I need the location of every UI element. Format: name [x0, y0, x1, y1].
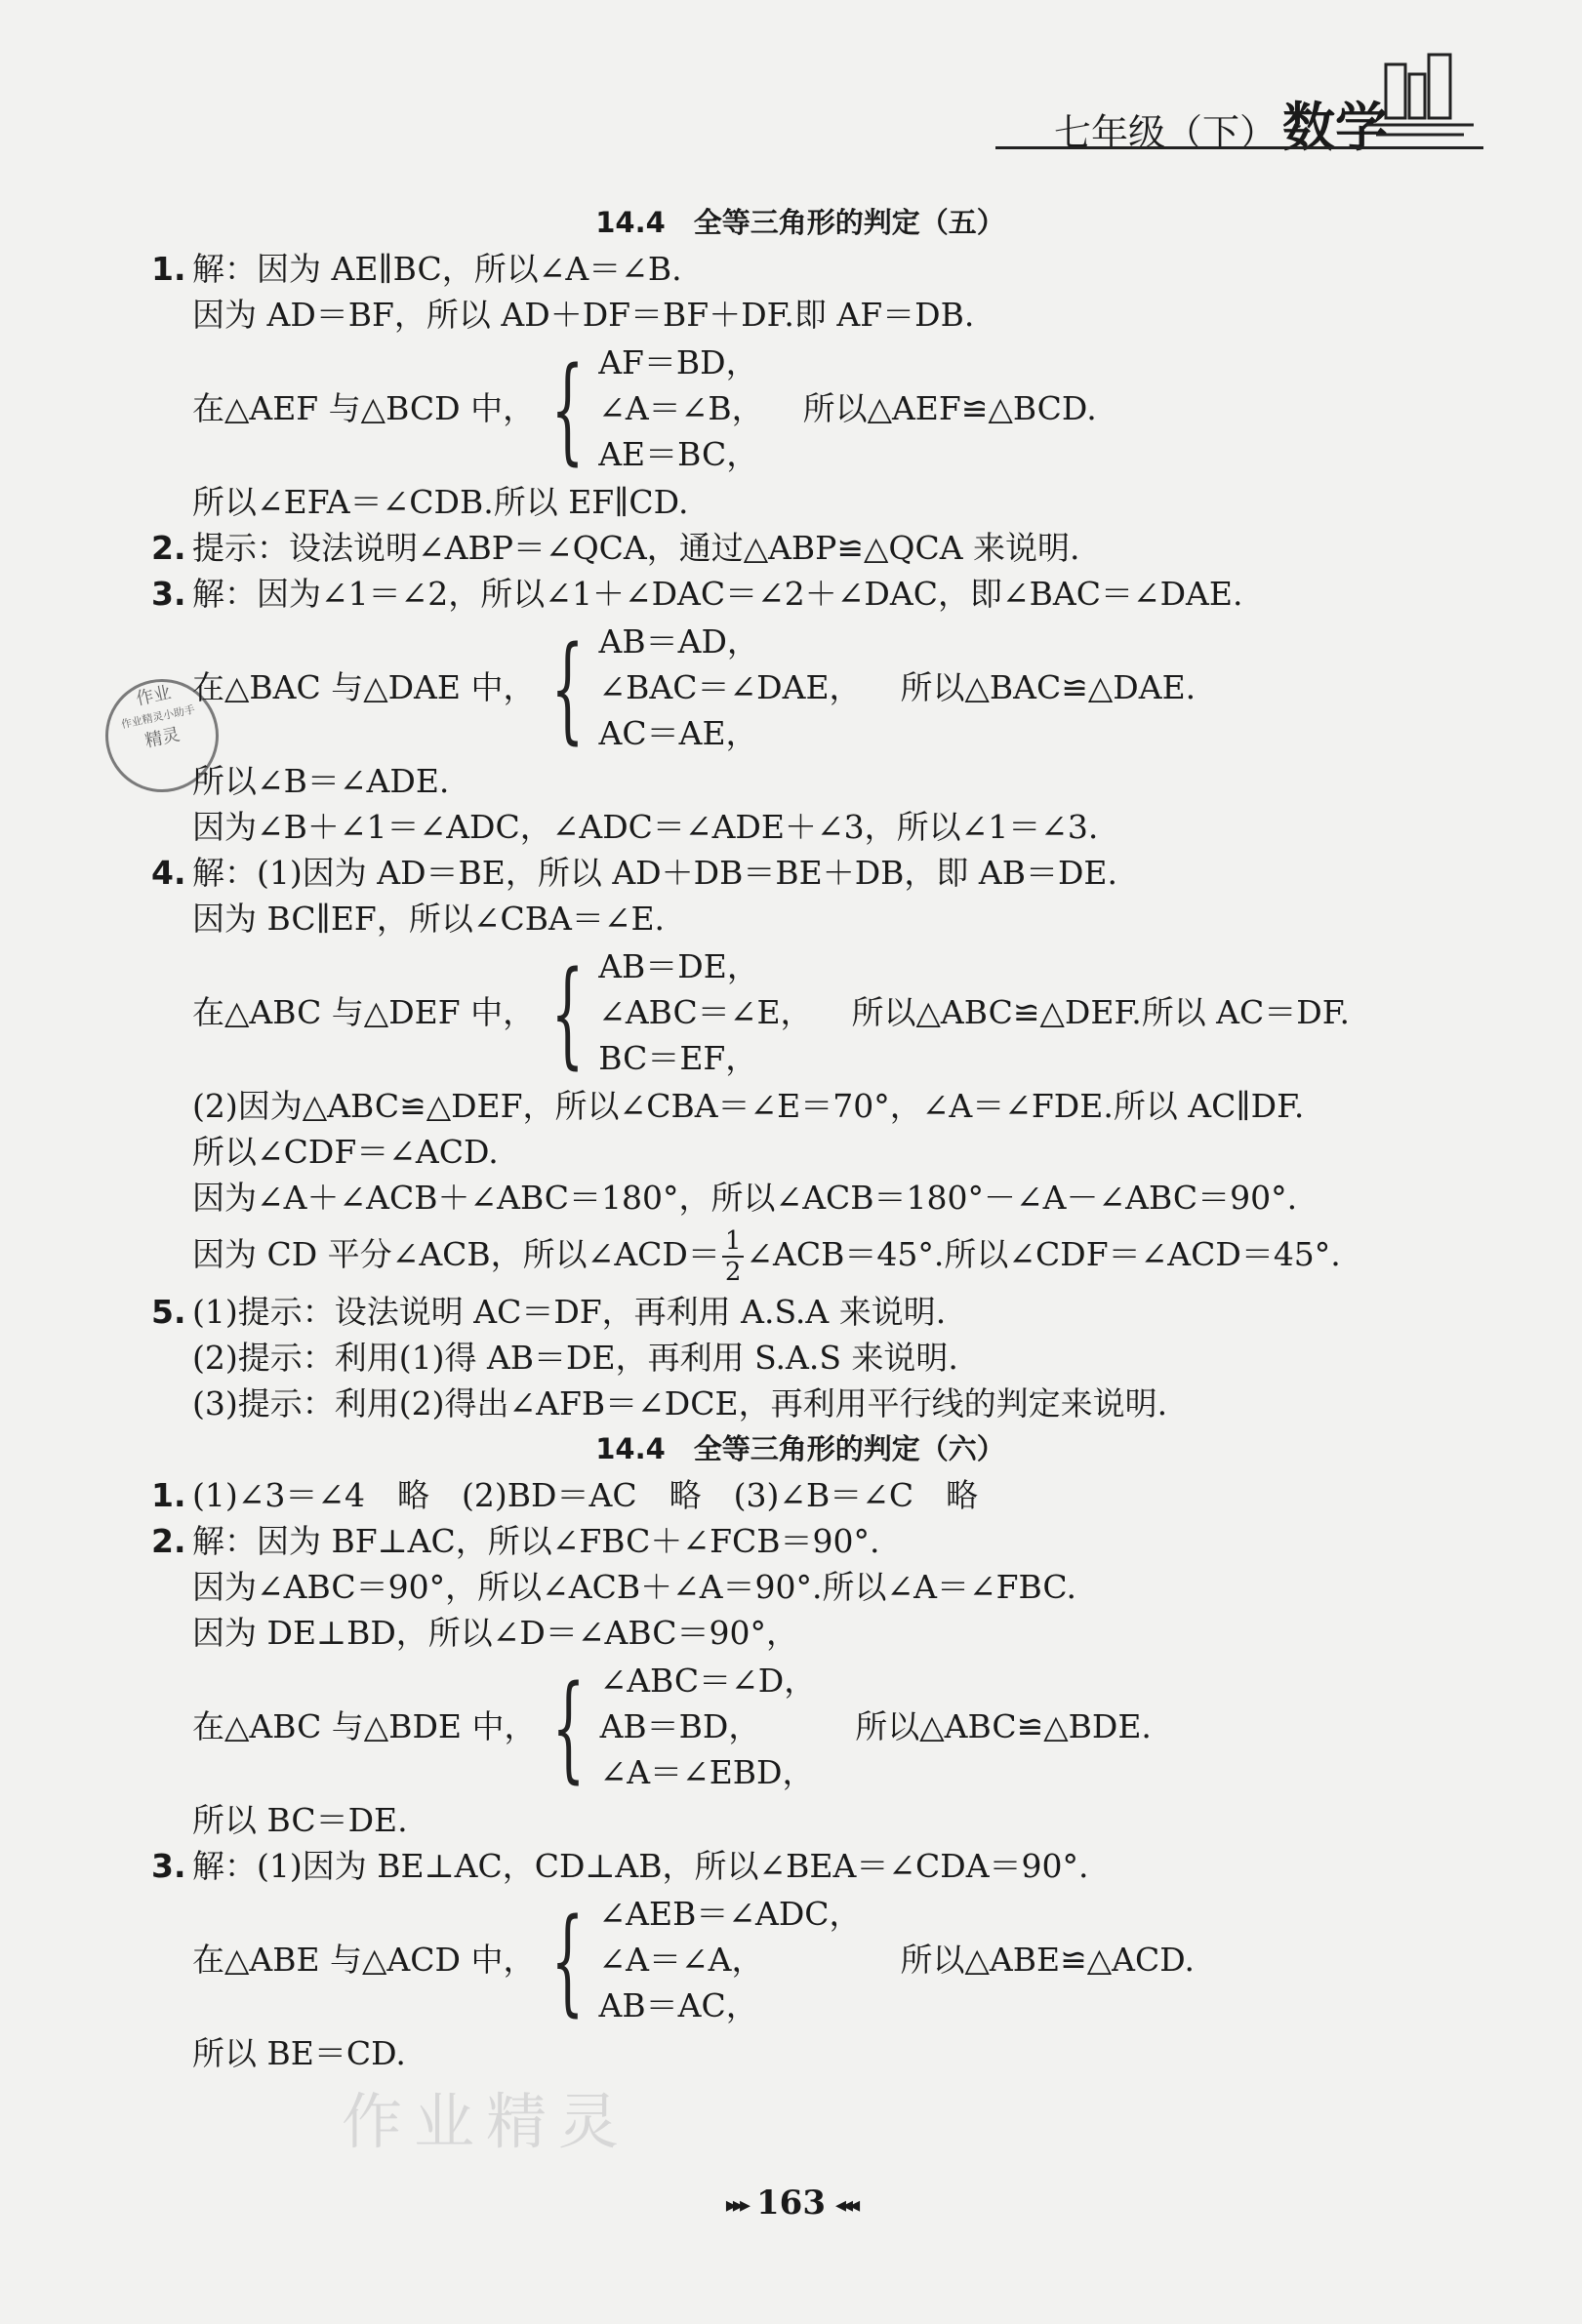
condition: AB＝AC， — [598, 1986, 758, 2024]
p4-text-6b: ∠ACB＝45°.所以∠CDF＝∠ACD＝45°. — [746, 1235, 1341, 1273]
p4-brace-block — [151, 943, 1469, 1081]
q2-line: 因为 DE⊥BD，所以∠D＝∠ABC＝90°， — [192, 1614, 798, 1652]
p5-line — [151, 1289, 1469, 1335]
right-arrows-icon: ▸▸▸ — [725, 2192, 747, 2218]
condition: AF＝BD， — [598, 343, 758, 381]
condition: AC＝AE， — [598, 714, 758, 752]
problem-number: 4. — [151, 854, 186, 892]
brace-lead: 在△AEF 与△BCD 中， — [192, 389, 536, 427]
condition: ∠A＝∠B， — [598, 389, 764, 427]
q2-line: 所以 BC＝DE. — [192, 1801, 408, 1839]
p1-line: 因为 AD＝BF，所以 AD＋DF＝BF＋DF.即 AF＝DB. — [192, 296, 975, 334]
brace-lead: 在△ABC 与△BDE 中， — [192, 1707, 537, 1745]
q3-line — [151, 1843, 1469, 1889]
p1-line: 所以∠EFA＝∠CDB.所以 EF∥CD. — [192, 483, 689, 521]
p3-text-1: 解：因为∠1＝∠2，所以∠1＋∠DAC＝∠2＋∠DAC，即∠BAC＝∠DAE. — [192, 575, 1243, 613]
q3-text-1: 解：(1)因为 BE⊥AC，CD⊥AB，所以∠BEA＝∠CDA＝90°. — [192, 1847, 1089, 1885]
problem-number: 5. — [151, 1293, 186, 1331]
q1-line — [151, 1472, 1469, 1518]
condition: ∠BAC＝∠DAE， — [598, 668, 862, 706]
brace-conclusion: 所以△BAC≌△DAE. — [900, 668, 1197, 706]
q3-line: 所以 BE＝CD. — [192, 2034, 406, 2072]
p4-text-1: 解：(1)因为 AD＝BE，所以 AD＋DB＝BE＋DB，即 AB＝DE. — [192, 854, 1118, 892]
brace-conclusion: 所以△ABC≌△BDE. — [855, 1707, 1152, 1745]
grade-label: 七年级（下） — [1054, 111, 1278, 154]
section-title-6: 14.4 全等三角形的判定（六） — [595, 1432, 1005, 1465]
q2-line: 因为∠ABC＝90°，所以∠ACB＋∠A＝90°.所以∠A＝∠FBC. — [192, 1568, 1076, 1606]
condition-stack — [598, 340, 763, 477]
brace-conclusion: 所以△ABC≌△DEF.所以 AC＝DF. — [851, 993, 1350, 1031]
q2-brace-block — [151, 1658, 1469, 1795]
brace-lead: 在△ABC 与△DEF 中， — [192, 993, 536, 1031]
p1-brace-block — [151, 340, 1469, 477]
fraction — [722, 1226, 745, 1287]
problem-number: 1. — [151, 250, 186, 288]
p5-line: (2)提示：利用(1)得 AB＝DE，再利用 S.A.S 来说明. — [192, 1339, 958, 1377]
page-header — [995, 39, 1493, 156]
p4-line: 因为 BC∥EF，所以∠CBA＝∠E. — [192, 900, 666, 938]
p2-text: 提示：设法说明∠ABP＝∠QCA，通过△ABP≌△QCA 来说明. — [192, 529, 1080, 567]
left-brace-icon: { — [550, 944, 585, 1080]
page-number: 163 — [756, 2184, 826, 2223]
p4-text-6a: 因为 CD 平分∠ACB，所以∠ACD＝ — [192, 1235, 720, 1273]
stamp-line-1: 作业 — [134, 682, 174, 710]
p1-line — [151, 246, 1469, 292]
p5-text-1: (1)提示：设法说明 AC＝DF，再利用 A.S.A 来说明. — [192, 1293, 947, 1331]
problem-number: 3. — [151, 1847, 186, 1885]
brace-conclusion: 所以△ABE≌△ACD. — [900, 1941, 1195, 1979]
condition: ∠ABC＝∠D， — [599, 1662, 817, 1700]
fraction-numerator: 1 — [722, 1226, 745, 1258]
header-title — [1054, 86, 1388, 161]
q2-line — [151, 1518, 1469, 1564]
problem-number: 3. — [151, 575, 186, 613]
condition: AB＝BD， — [599, 1707, 761, 1745]
brace-lead: 在△ABE 与△ACD 中， — [192, 1941, 536, 1979]
left-arrows-icon: ◂◂◂ — [834, 2192, 857, 2218]
condition: AB＝AD， — [598, 622, 759, 661]
watermark: 作业精灵 — [342, 2086, 631, 2157]
problem-number: 2. — [151, 1522, 186, 1560]
p3-line — [151, 571, 1469, 617]
condition-stack — [598, 943, 812, 1081]
p3-line: 因为∠B＋∠1＝∠ADC，∠ADC＝∠ADE＋∠3，所以∠1＝∠3. — [192, 808, 1099, 846]
left-brace-icon: { — [551, 620, 585, 755]
p3-brace-block — [151, 619, 1469, 756]
answer-content — [151, 200, 1469, 2076]
q2-text-1: 解：因为 BF⊥AC，所以∠FBC＋∠FCB＝90°. — [192, 1522, 880, 1560]
condition: ∠ABC＝∠E， — [598, 993, 813, 1031]
stamp-line-3: 精灵 — [142, 724, 183, 752]
p4-line: 因为∠A＋∠ACB＋∠ABC＝180°，所以∠ACB＝180°－∠A－∠ABC＝90°. — [192, 1179, 1298, 1217]
p3-line: 所以∠B＝∠ADE. — [192, 762, 450, 800]
p4-line-fraction — [151, 1221, 1469, 1289]
condition: ∠A＝∠EBD， — [599, 1753, 815, 1791]
problem-number: 2. — [151, 529, 186, 567]
brace-lead: 在△BAC 与△DAE 中， — [192, 668, 536, 706]
p2-line — [151, 525, 1469, 571]
section-title-5: 14.4 全等三角形的判定（五） — [595, 206, 1005, 239]
q3-brace-block — [151, 1891, 1469, 2028]
condition: AE＝BC， — [598, 435, 759, 473]
problem-number: 1. — [151, 1476, 186, 1514]
left-brace-icon: { — [551, 1892, 585, 2027]
condition-stack — [599, 619, 862, 756]
books-logo-icon — [1366, 45, 1474, 142]
left-brace-icon: { — [552, 1659, 586, 1794]
header-rule — [995, 146, 1483, 149]
condition: BC＝EF， — [598, 1039, 758, 1077]
fraction-denominator: 2 — [724, 1258, 742, 1287]
p4-line: 所以∠CDF＝∠ACD. — [192, 1133, 499, 1171]
condition-stack — [600, 1658, 817, 1795]
left-brace-icon: { — [550, 341, 585, 476]
subject-label: 数学 — [1282, 97, 1389, 158]
condition-stack — [599, 1891, 862, 2028]
p5-line: (3)提示：利用(2)得出∠AFB＝∠DCE，再利用平行线的判定来说明. — [192, 1384, 1168, 1422]
condition: ∠AEB＝∠ADC， — [598, 1895, 862, 1933]
p1-text-1: 解：因为 AE∥BC，所以∠A＝∠B. — [192, 250, 682, 288]
q1-text: (1)∠3＝∠4 略 (2)BD＝AC 略 (3)∠B＝∠C 略 — [192, 1476, 979, 1514]
p4-line — [151, 850, 1469, 896]
p4-line: (2)因为△ABC≌△DEF，所以∠CBA＝∠E＝70°，∠A＝∠FDE.所以 AC∥DF. — [192, 1087, 1305, 1125]
condition: AB＝DE， — [598, 947, 759, 985]
brace-conclusion: 所以△AEF≌△BCD. — [802, 389, 1097, 427]
condition: ∠A＝∠A， — [598, 1941, 764, 1979]
stamp-line-2: 作业精灵小助手 — [119, 702, 196, 732]
page-footer — [0, 2184, 1582, 2223]
